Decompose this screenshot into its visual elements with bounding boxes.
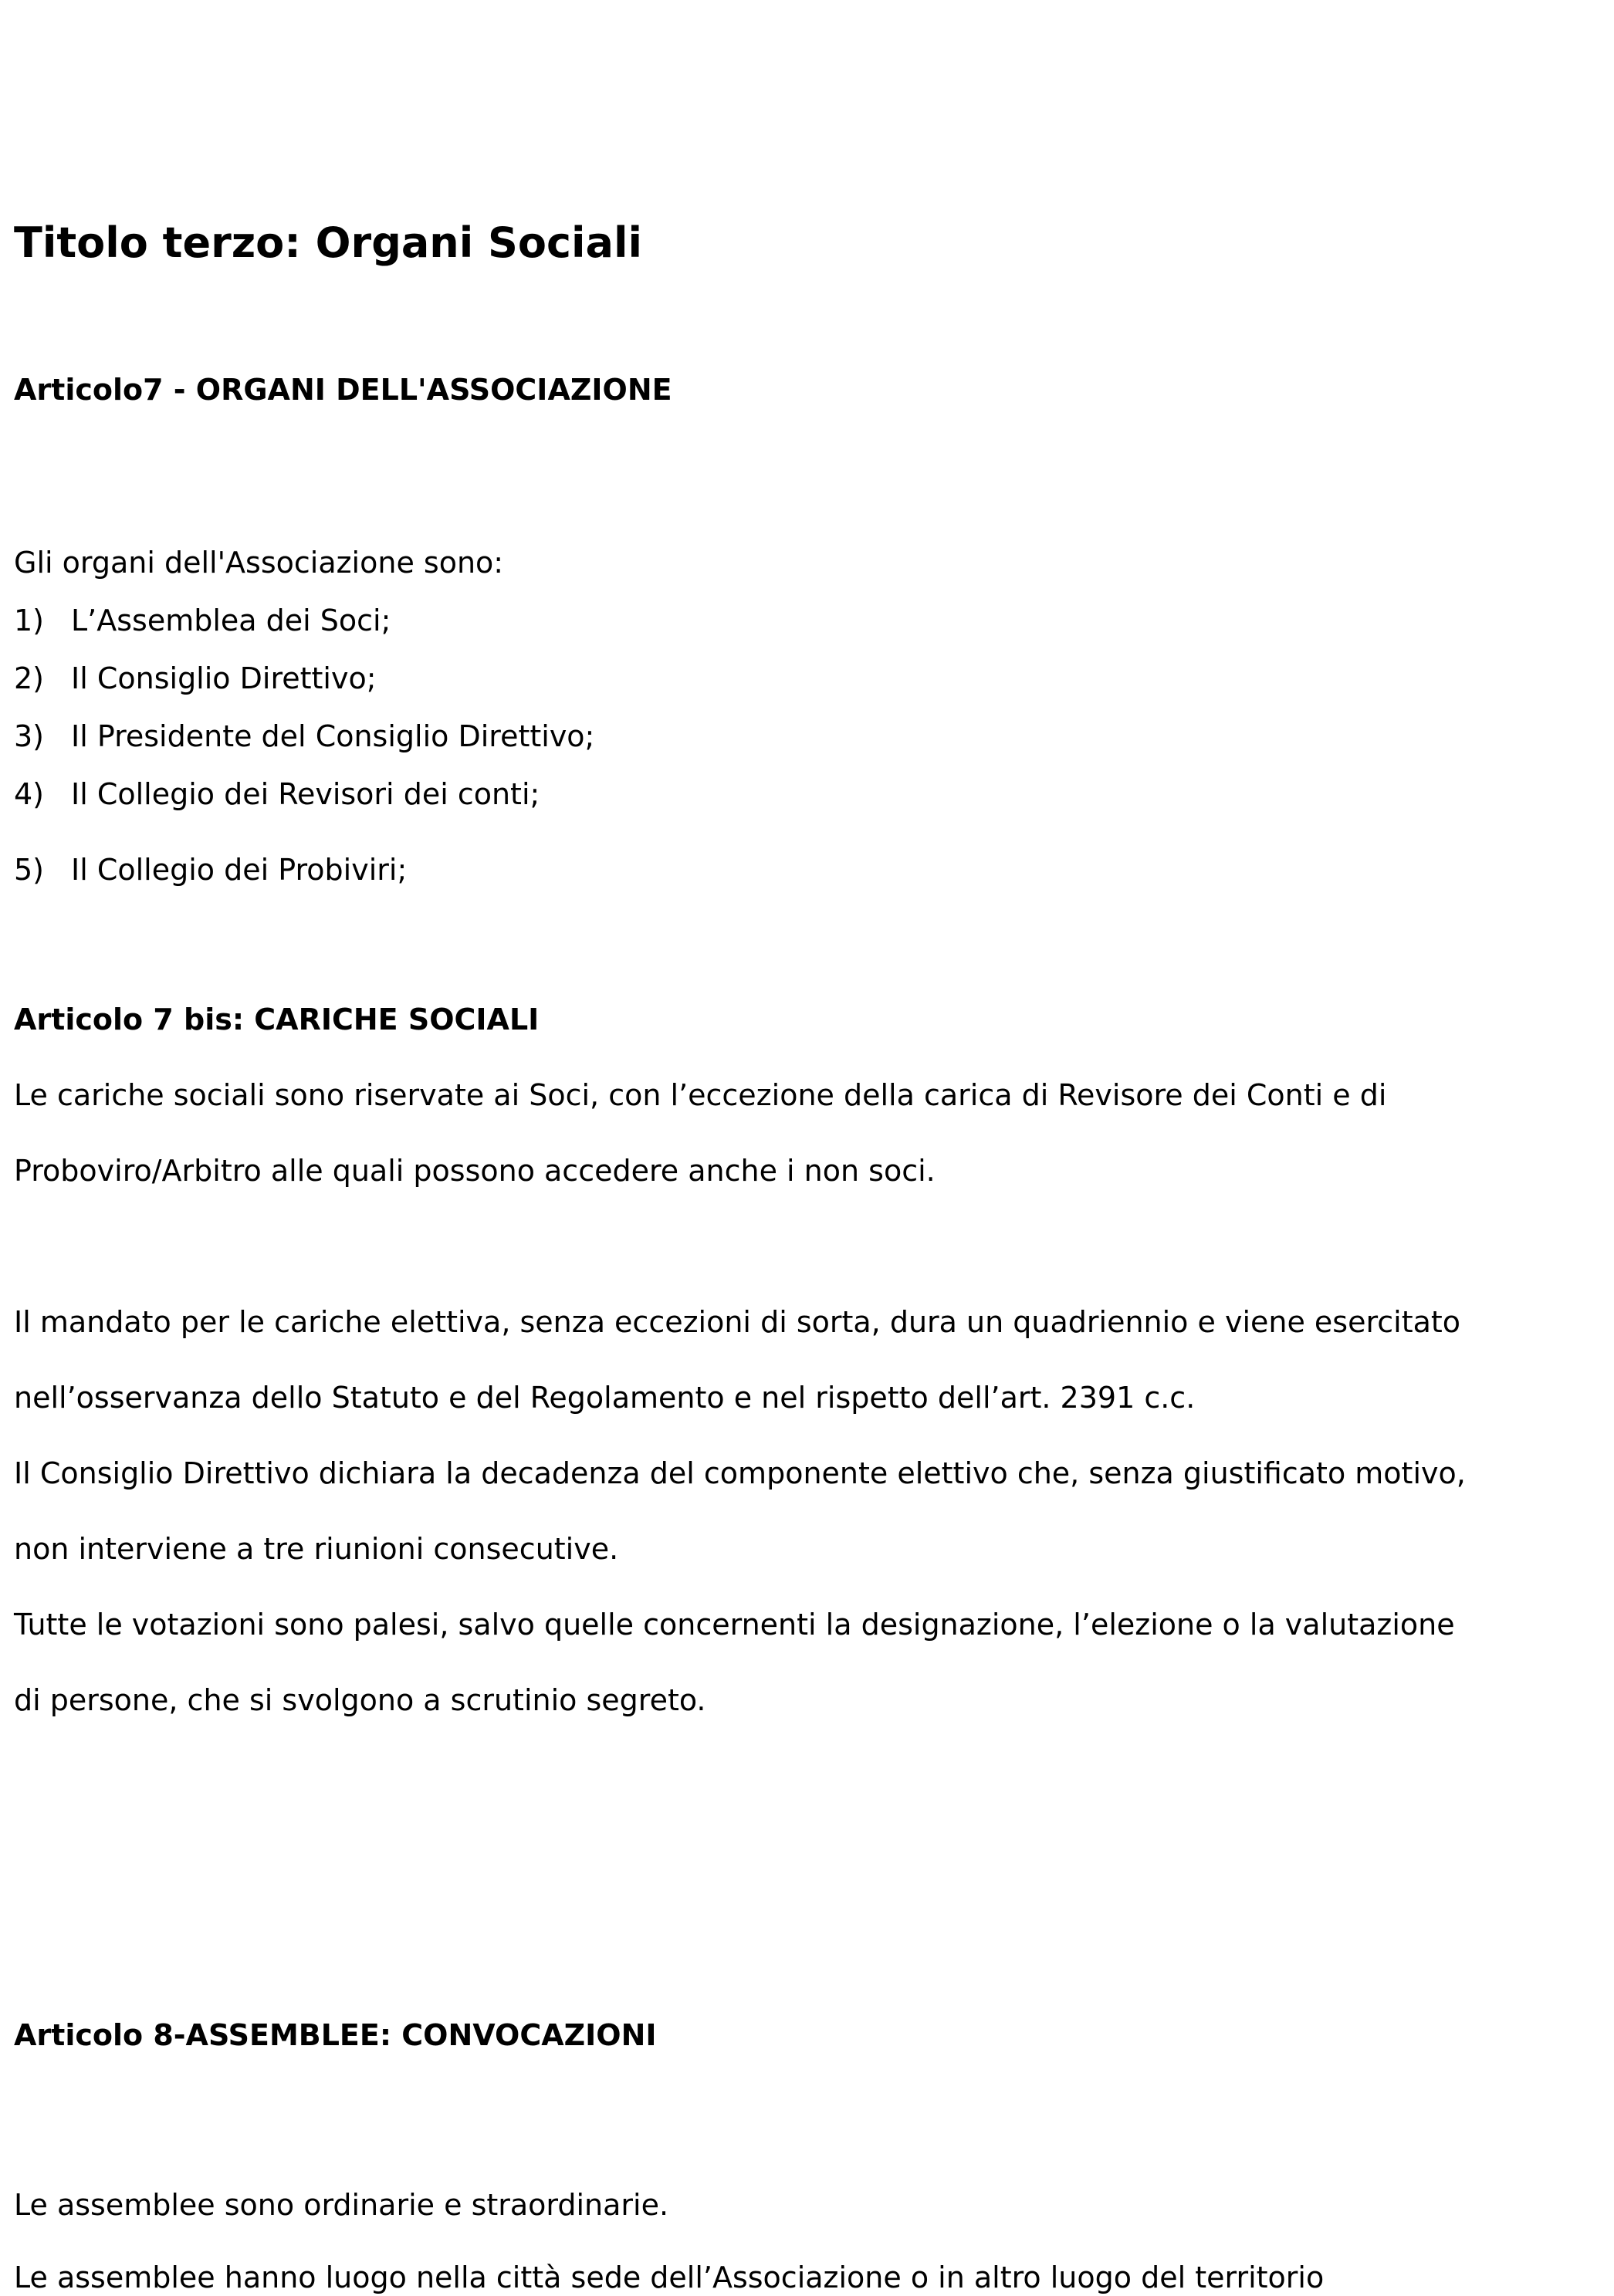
list-item — [14, 606, 391, 635]
paragraph-line: Le assemblee hanno luogo nella città sede dell’Associazione o in altro luogo del territorio — [14, 2260, 1325, 2294]
paragraph-line: Proboviro/Arbitro alle quali possono accedere anche i non soci. — [14, 1154, 936, 1188]
paragraph-line: Il mandato per le cariche elettiva, senza eccezioni di sorta, dura un quadriennio e viene esercitato — [14, 1305, 1461, 1339]
list-item-number: 4) — [14, 777, 45, 811]
list-item-text: L’Assemblea dei Soci; — [71, 604, 391, 637]
paragraph-line: non interviene a tre riunioni consecutive. — [14, 1532, 619, 1566]
list-item-number: 1) — [14, 604, 45, 637]
list-item — [14, 853, 408, 887]
article-7-intro: Gli organi dell'Associazione sono: — [14, 546, 504, 580]
list-item-text: Il Presidente del Consiglio Direttivo; — [71, 719, 595, 753]
paragraph-line: di persone, che si svolgono a scrutinio segreto. — [14, 1683, 706, 1717]
list-item-text: Il Collegio dei Revisori dei conti; — [71, 777, 540, 811]
paragraph-line: Le cariche sociali sono riservate ai Soci, con l’eccezione della carica di Revisore dei Conti e di — [14, 1078, 1387, 1112]
paragraph-line: nell’osservanza dello Statuto e del Regolamento e nel rispetto dell’art. 2391 c.c. — [14, 1381, 1196, 1415]
list-item-number: 3) — [14, 719, 45, 753]
list-item-number: 2) — [14, 661, 45, 695]
list-item-text: Il Consiglio Direttivo; — [71, 661, 377, 695]
article-7bis-heading: Articolo 7 bis: CARICHE SOCIALI — [14, 1003, 540, 1036]
paragraph-line: Tutte le votazioni sono palesi, salvo quelle concernenti la designazione, l’elezione o la valutazione — [14, 1608, 1455, 1642]
article-8-heading: Articolo 8-ASSEMBLEE: CONVOCAZIONI — [14, 2018, 657, 2052]
page-title: Titolo terzo: Organi Sociali — [14, 218, 643, 267]
list-item — [14, 719, 595, 753]
list-item-number: 5) — [14, 853, 45, 887]
list-item — [14, 661, 377, 695]
article-7-heading: Articolo7 - ORGANI DELL'ASSOCIAZIONE — [14, 373, 672, 407]
list-item-text: Il Collegio dei Probiviri; — [71, 853, 408, 887]
list-item — [14, 779, 540, 809]
paragraph-line: Le assemblee sono ordinarie e straordinarie. — [14, 2188, 669, 2222]
paragraph-line: Il Consiglio Direttivo dichiara la decadenza del componente elettivo che, senza giustificato motivo, — [14, 1456, 1466, 1490]
